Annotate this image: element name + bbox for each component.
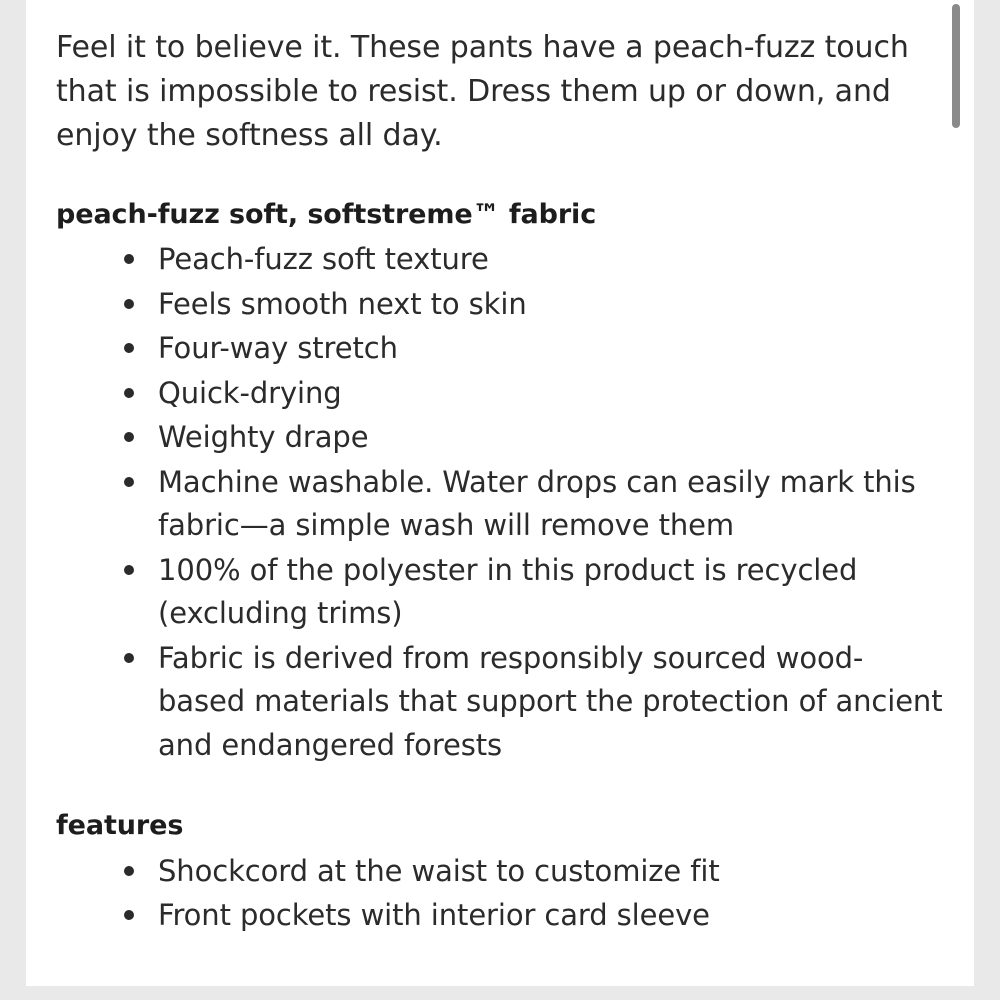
list-item-label: Feels smooth next to skin bbox=[158, 286, 527, 321]
list-item bbox=[124, 238, 946, 282]
page-right-margin bbox=[974, 0, 1000, 1000]
section-heading-features: features bbox=[56, 810, 184, 842]
list-item-label: Machine washable. Water drops can easily mark this fabric—a simple wash will remove them bbox=[158, 464, 916, 543]
bullet-dot-icon bbox=[124, 866, 134, 876]
list-item bbox=[124, 283, 946, 327]
bullet-dot-icon bbox=[124, 299, 134, 309]
bullet-dot-icon bbox=[124, 343, 134, 353]
list-item bbox=[124, 549, 946, 636]
bullet-dot-icon bbox=[124, 388, 134, 398]
list-item-label: Weighty drape bbox=[158, 420, 369, 455]
description-content bbox=[56, 0, 946, 939]
page-left-margin bbox=[0, 0, 26, 1000]
list-item bbox=[124, 327, 946, 371]
fabric-bullet-list bbox=[56, 238, 946, 767]
list-item-label: Four-way stretch bbox=[158, 331, 398, 366]
list-item bbox=[124, 894, 946, 938]
bullet-dot-icon bbox=[124, 254, 134, 264]
list-item bbox=[124, 637, 946, 768]
bullet-dot-icon bbox=[124, 477, 134, 487]
bullet-dot-icon bbox=[124, 653, 134, 663]
section-heading-fabric: peach-fuzz soft, softstreme™ fabric bbox=[56, 199, 597, 231]
list-item-label: Shockcord at the waist to customize fit bbox=[158, 853, 720, 888]
intro-paragraph: Feel it to believe it. These pants have a peach-fuzz touch that is impossible to resist. Dress them up or down, and enjoy the softness all day. bbox=[56, 30, 909, 153]
list-item bbox=[124, 416, 946, 460]
list-item bbox=[124, 461, 946, 548]
list-item-label: Fabric is derived from responsibly sourced wood-based materials that support the protection of ancient and endangered forests bbox=[158, 640, 943, 762]
list-item-label: Front pockets with interior card sleeve bbox=[158, 898, 710, 933]
list-item-label: 100% of the polyester in this product is recycled (excluding trims) bbox=[158, 552, 858, 631]
list-item bbox=[124, 850, 946, 894]
scrollbar-thumb[interactable] bbox=[952, 4, 960, 128]
product-description-sheet bbox=[26, 0, 974, 1000]
page-bottom-margin bbox=[0, 986, 1000, 1000]
list-item-label: Quick-drying bbox=[158, 375, 342, 410]
list-item-label: Peach-fuzz soft texture bbox=[158, 242, 489, 277]
bullet-dot-icon bbox=[124, 565, 134, 575]
bullet-dot-icon bbox=[124, 432, 134, 442]
list-item bbox=[124, 372, 946, 416]
features-bullet-list bbox=[56, 850, 946, 938]
bullet-dot-icon bbox=[124, 910, 134, 920]
scrollbar-track[interactable] bbox=[952, 0, 960, 1000]
